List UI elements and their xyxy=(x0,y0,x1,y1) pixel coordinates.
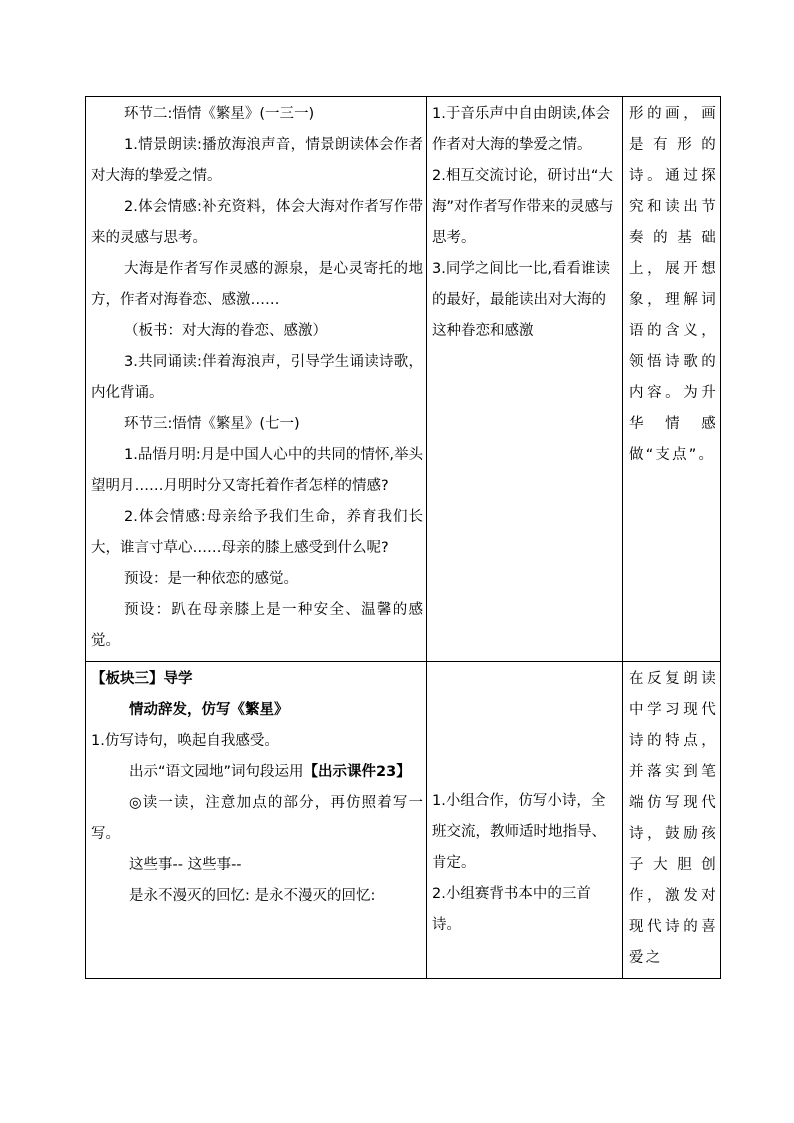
section-bracket: 【板块三】 xyxy=(91,671,164,687)
design-intent-cell xyxy=(623,97,721,662)
step-heading: 环节三:悟情《繁星》(七一) xyxy=(124,416,300,432)
student-activity-cell xyxy=(427,97,623,662)
section-title: 导学 xyxy=(163,671,193,687)
student-activity-item: 1.于音乐声中自由朗读,体会作者对大海的挚爱之情。 xyxy=(432,106,610,153)
step-item: 1.情景朗读:播放海浪声音，情景朗读体会作者对大海的挚爱之情。 xyxy=(91,137,423,184)
step-item: 2.体会情感:母亲给予我们生命，养育我们长大，谁言寸草心……母亲的膝上感受到什么呢? xyxy=(91,509,423,556)
courseware-tag: 【出示课件23】 xyxy=(303,764,411,780)
step-heading: 环节二:悟情《繁星》(一三一) xyxy=(124,106,315,122)
lesson-plan-table xyxy=(85,96,721,979)
design-intent-text: 形的画，画是有形的诗。通过探究和读出节奏的基础上，展开想象，理解词语的含义，领悟诗歌的内容。为升华情感做“支点”。 xyxy=(629,106,718,463)
step-paragraph: 大海是作者写作灵感的源泉，是心灵寄托的地方，作者对海眷恋、感激…… xyxy=(91,261,423,308)
student-activity-item: 2.小组赛背书本中的三首诗。 xyxy=(432,886,591,933)
reading-tip: ◎读一读，注意加点的部分，再仿照着写一写。 xyxy=(91,795,423,842)
poem-line: 是永不漫灭的回忆: 是永不漫灭的回忆: xyxy=(129,888,376,904)
section-subtitle: 情动辞发，仿写《繁星》 xyxy=(129,702,289,718)
student-activity-item: 1.小组合作，仿写小诗，全班交流，教师适时地指导、肯定。 xyxy=(432,793,606,871)
step-item: 3.共同诵读:伴着海浪声，引导学生诵读诗歌，内化背诵。 xyxy=(91,354,423,401)
preset-answer: 预设：趴在母亲膝上是一种安全、温馨的感觉。 xyxy=(91,602,423,649)
step-item: 1.仿写诗句，唤起自我感受。 xyxy=(91,733,279,749)
blackboard-note: （板书：对大海的眷恋、感激） xyxy=(124,323,327,339)
teacher-activity-cell xyxy=(86,97,427,662)
design-intent-text: 在反复朗读中学习现代诗的特点，并落实到笔端仿写现代诗，鼓励孩子大胆创作，激发对现代诗的喜爱之 xyxy=(629,671,718,966)
student-activity-item: 2.相互交流讨论，研讨出“大海”对作者写作带来的灵感与思考。 xyxy=(432,168,614,246)
student-activity-cell xyxy=(427,662,623,979)
courseware-line xyxy=(91,757,423,788)
design-intent-cell xyxy=(623,662,721,979)
step-item: 2.体会情感:补充资料，体会大海对作者写作带来的灵感与思考。 xyxy=(91,199,423,246)
section-heading xyxy=(91,664,423,695)
teacher-activity-cell xyxy=(86,662,427,979)
courseware-prefix: 出示“语文园地”词句段运用 xyxy=(129,764,304,780)
poem-line: 这些事-- 这些事-- xyxy=(129,857,242,873)
student-activity-item: 3.同学之间比一比,看看谁读的最好，最能读出对大海的这种眷恋和感激 xyxy=(432,261,610,339)
preset-answer: 预设：是一种依恋的感觉。 xyxy=(124,571,298,587)
table-row xyxy=(86,97,721,662)
step-item: 1.品悟月明:月是中国人心中的共同的情怀,举头望明月……月明时分又寄托着作者怎样的情感? xyxy=(91,447,423,494)
table-row xyxy=(86,662,721,979)
